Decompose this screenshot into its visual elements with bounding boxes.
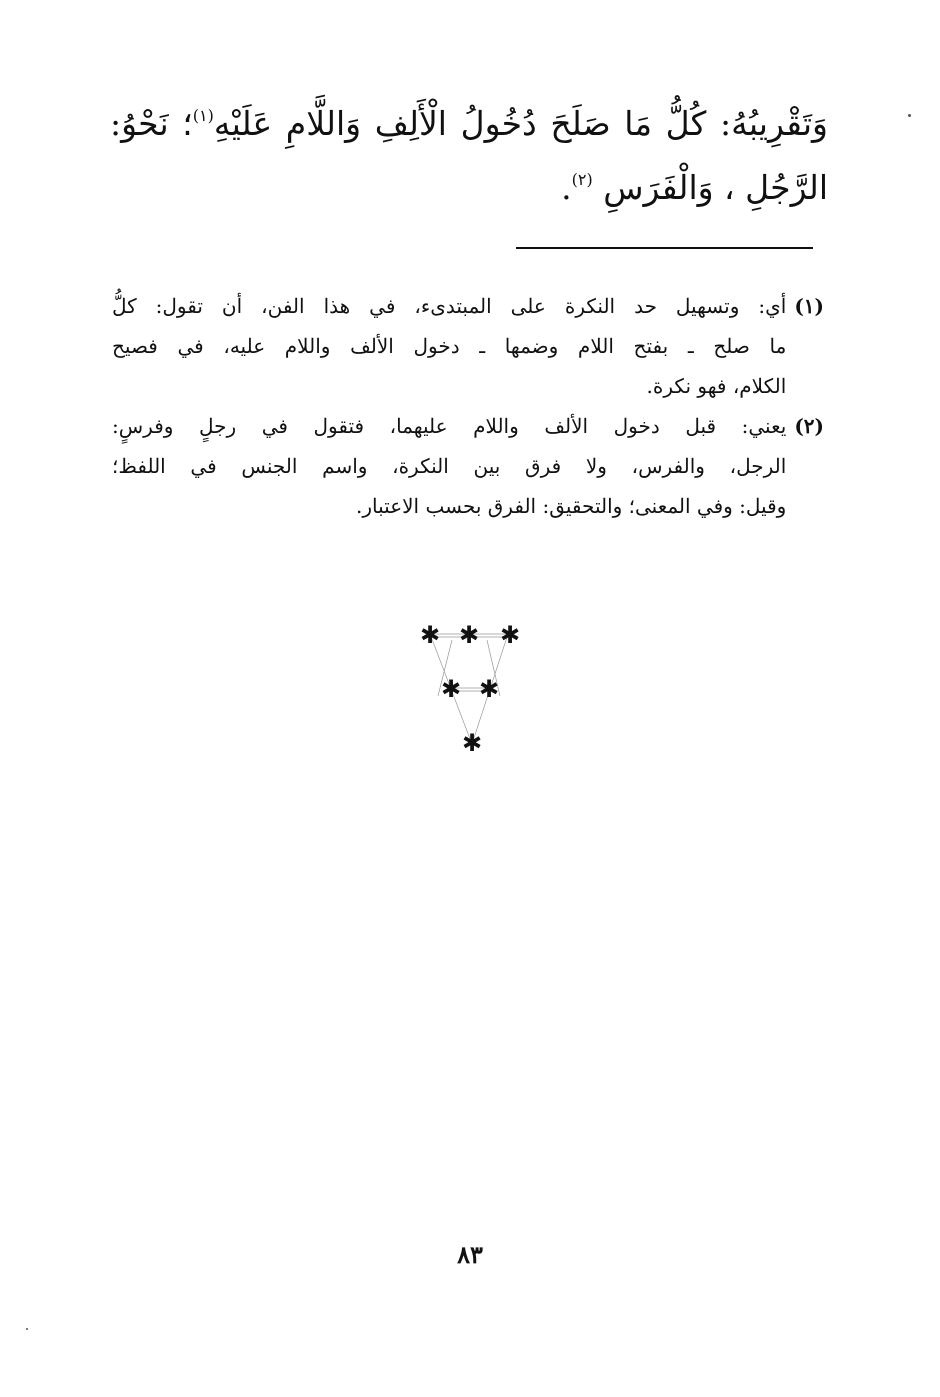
footnote-line: يعني: قبل دخول الألف واللام عليهما، فتقول في رجلٍ وفرسٍ:: [112, 414, 787, 438]
footnote-1: [112, 286, 824, 406]
footnote-body: [112, 406, 786, 526]
footnotes: [112, 286, 824, 526]
scan-speck: [26, 1328, 28, 1330]
footnote-line: أي: وتسهيل حد النكرة على المبتدىء، في هذا الفن، أن تقول: كلُّ: [112, 294, 787, 318]
page-number: ٨٣: [457, 1240, 483, 1269]
footnote-reference-1: (١): [192, 106, 214, 125]
footnote-divider: [516, 247, 813, 249]
asterisk-triangle-ornament-icon: [412, 616, 522, 756]
footnote-body: [112, 286, 786, 406]
svg-text:✱: ✱: [499, 621, 521, 649]
footnote-line: الكلام، فهو نكرة.: [646, 374, 787, 398]
footnote-line: ما صلح ـ بفتح اللام وضمها ـ دخول الألف واللام عليه، في فصيح: [112, 334, 787, 358]
svg-text:✱: ✱: [461, 729, 483, 756]
main-text-segment: وَتَقْرِيبُهُ: كُلُّ مَا صَلَحَ دُخُولُ الْأَلِفِ وَاللَّامِ عَلَيْهِ: [213, 104, 828, 143]
main-text-segment: الرَّجُلِ ، وَالْفَرَسِ: [603, 168, 828, 207]
footnote-line: الرجل، والفرس، ولا فرق بين النكرة، واسم الجنس في اللفظ؛: [112, 454, 787, 478]
main-text-segment: ؛ نَحْوُ:: [110, 104, 193, 143]
footnote-marker: (١): [794, 294, 824, 318]
scan-speck: [908, 114, 911, 117]
footnote-marker: (٢): [794, 414, 824, 438]
main-text: [110, 92, 828, 220]
main-text-line-1: [110, 92, 828, 156]
footnote-line: وقيل: وفي المعنى؛ والتحقيق: الفرق بحسب الاعتبار.: [356, 494, 787, 518]
main-text-line-2: [110, 156, 828, 220]
svg-text:✱: ✱: [458, 621, 480, 649]
svg-text:✱: ✱: [440, 675, 462, 703]
footnote-2: [112, 406, 824, 526]
svg-text:✱: ✱: [478, 675, 500, 703]
footnote-reference-2: (٢): [571, 170, 593, 189]
main-text-segment: .: [561, 168, 572, 207]
svg-text:✱: ✱: [419, 621, 441, 649]
